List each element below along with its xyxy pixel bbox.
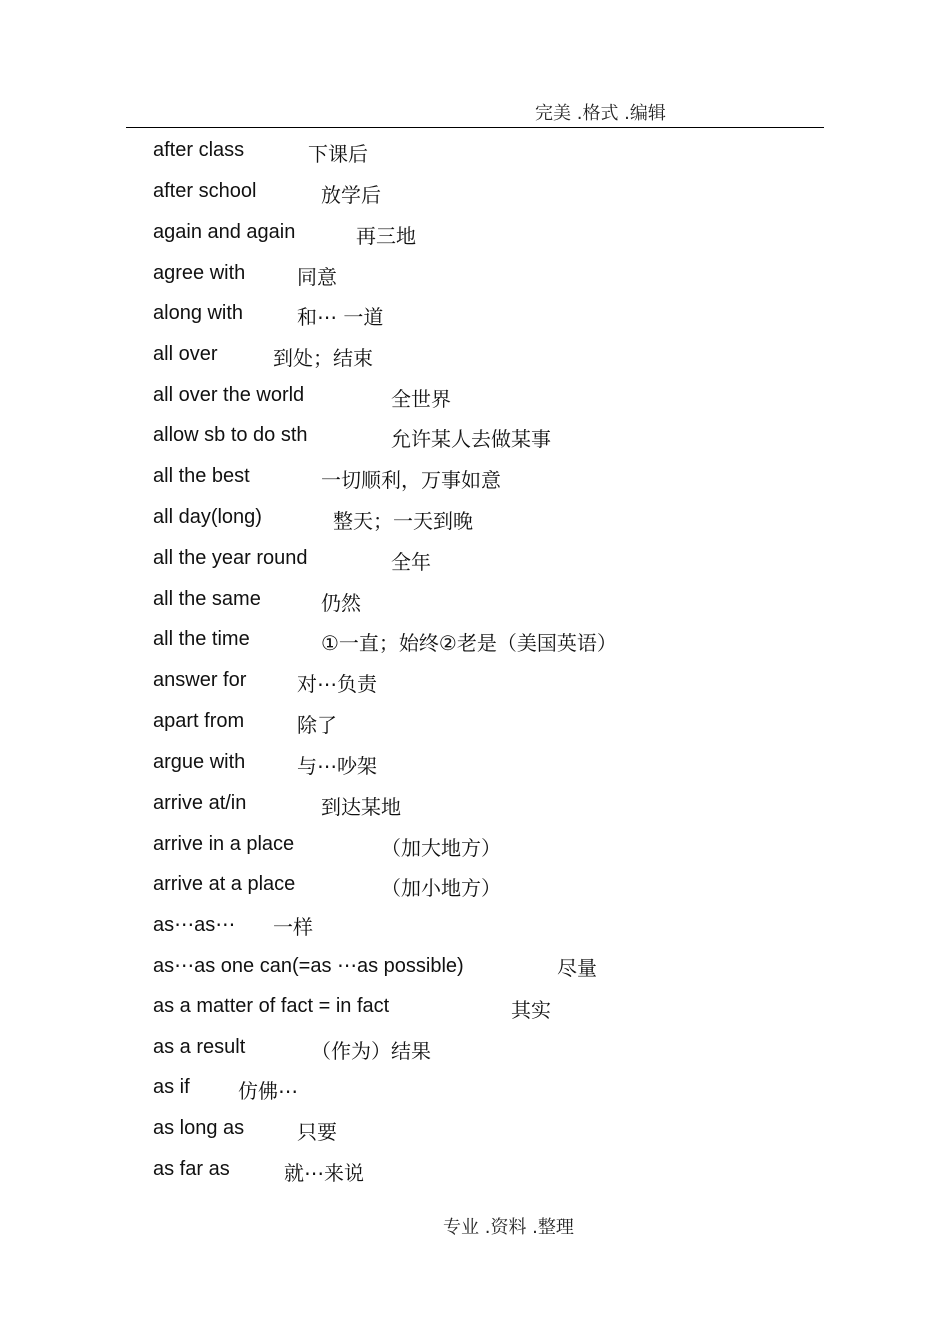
phrase-term: all over the world: [153, 384, 305, 406]
phrase-meaning: 一样: [273, 915, 313, 939]
phrase-term: all day(long): [153, 506, 262, 528]
phrase-meaning: 和⋯ 一道: [297, 305, 384, 329]
phrase-meaning: 同意: [297, 265, 337, 289]
phrase-entry: [153, 343, 853, 371]
phrase-meaning: ①一直；始终②老是（美国英语）: [321, 631, 617, 655]
phrase-meaning: （作为）结果: [311, 1039, 431, 1063]
phrase-meaning: 与⋯吵架: [297, 754, 377, 778]
page-header: 完美 .格式 .编辑: [535, 103, 666, 124]
phrase-term: all the year round: [153, 547, 308, 569]
phrase-entry: [153, 628, 853, 656]
phrase-entry: [153, 547, 853, 575]
phrase-meaning: 尽量: [557, 956, 597, 980]
phrase-list: [153, 0, 853, 1200]
phrase-entry: [153, 262, 853, 290]
phrase-entry: [153, 588, 853, 616]
phrase-term: argue with: [153, 751, 246, 773]
phrase-meaning: 到处；结束: [273, 346, 373, 370]
phrase-entry: [153, 221, 853, 249]
phrase-entry: [153, 1036, 853, 1064]
phrase-entry: [153, 873, 853, 901]
phrase-entry: [153, 465, 853, 493]
phrase-entry: [153, 180, 853, 208]
phrase-term: apart from: [153, 710, 245, 732]
phrase-term: as⋯as⋯: [153, 914, 236, 936]
phrase-entry: [153, 710, 853, 738]
phrase-term: as a result: [153, 1036, 246, 1058]
phrase-meaning: 仿佛⋯: [238, 1079, 298, 1103]
phrase-entry: [153, 302, 853, 330]
phrase-term: arrive at a place: [153, 873, 296, 895]
phrase-entry: [153, 669, 853, 697]
phrase-term: arrive in a place: [153, 833, 295, 855]
phrase-term: allow sb to do sth: [153, 424, 308, 446]
phrase-entry: [153, 912, 853, 940]
phrase-term: after class: [153, 139, 245, 161]
phrase-entry: [153, 139, 853, 167]
phrase-meaning: 全年: [391, 550, 431, 574]
phrase-meaning: 只要: [297, 1120, 337, 1144]
phrase-entry: [153, 833, 853, 861]
phrase-entry: [153, 1076, 853, 1104]
phrase-meaning: 全世界: [391, 387, 451, 411]
phrase-entry: [153, 384, 853, 412]
phrase-term: again and again: [153, 221, 296, 243]
phrase-meaning: 就⋯来说: [284, 1161, 364, 1185]
phrase-meaning: （加大地方）: [381, 836, 501, 860]
phrase-term: answer for: [153, 669, 247, 691]
phrase-meaning: 一切顺利，万事如意: [321, 468, 501, 492]
phrase-term: agree with: [153, 262, 246, 284]
phrase-entry: [153, 506, 853, 534]
phrase-term: arrive at/in: [153, 792, 247, 814]
phrase-term: all the best: [153, 465, 250, 487]
phrase-term: as far as: [153, 1158, 230, 1180]
phrase-term: all the time: [153, 628, 250, 650]
phrase-meaning: 再三地: [356, 224, 416, 248]
phrase-meaning: 到达某地: [321, 795, 401, 819]
phrase-entry: [153, 751, 853, 779]
phrase-meaning: 仍然: [321, 591, 361, 615]
phrase-entry: [153, 1117, 853, 1145]
phrase-entry: [153, 953, 853, 981]
phrase-entry: [153, 1158, 853, 1186]
phrase-meaning: 下课后: [308, 142, 368, 166]
phrase-term: all the same: [153, 588, 261, 610]
page-footer: 专业 .资料 .整理: [443, 1217, 574, 1238]
phrase-term: along with: [153, 302, 244, 324]
phrase-meaning: 其实: [511, 998, 551, 1022]
phrase-meaning: 除了: [297, 713, 337, 737]
phrase-entry: [153, 995, 853, 1023]
phrase-term: as⋯as one can(=as ⋯as possible): [153, 955, 464, 977]
phrase-entry: [153, 792, 853, 820]
phrase-meaning: 对⋯负责: [297, 672, 377, 696]
phrase-term: as long as: [153, 1117, 245, 1139]
phrase-term: after school: [153, 180, 257, 202]
phrase-meaning: 允许某人去做某事: [391, 427, 551, 451]
phrase-term: as if: [153, 1076, 190, 1098]
phrase-term: all over: [153, 343, 218, 365]
phrase-term: as a matter of fact = in fact: [153, 995, 390, 1017]
phrase-meaning: 整天；一天到晚: [333, 509, 473, 533]
phrase-meaning: （加小地方）: [381, 876, 501, 900]
phrase-entry: [153, 424, 853, 452]
phrase-meaning: 放学后: [321, 183, 381, 207]
